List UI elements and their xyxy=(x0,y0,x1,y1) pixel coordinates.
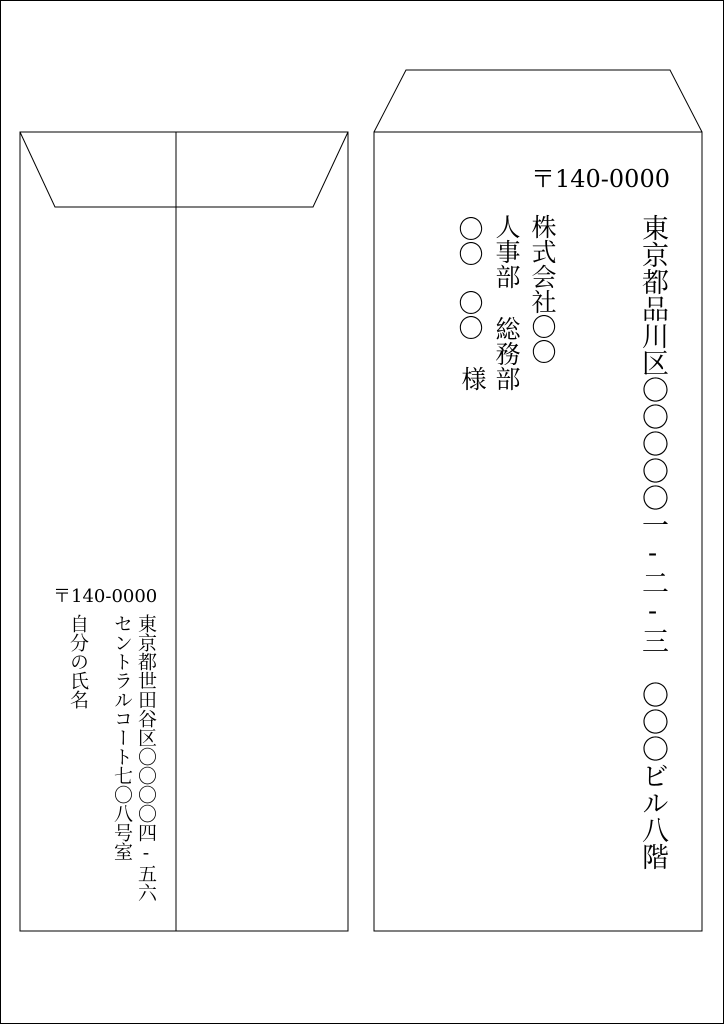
back-sender-name: 自分の氏名 xyxy=(67,614,89,709)
front-recipient-name-line1: 〇〇 xyxy=(455,216,484,266)
front-postal-code: 〒140-0000 xyxy=(531,165,670,193)
front-envelope-flap xyxy=(374,70,702,132)
front-company-name: 株式会社〇〇 xyxy=(528,214,557,364)
front-recipient-name-line2: 〇〇 xyxy=(455,290,484,340)
back-envelope-body xyxy=(20,132,348,931)
back-envelope-flap xyxy=(20,132,348,207)
front-department-ga: 総務部 xyxy=(492,316,521,391)
front-recipient-address: 東京都品川区〇〇〇〇〇一-二-三 〇〇〇ビル八階 xyxy=(637,214,668,870)
back-postal-code: 〒140-0000 xyxy=(53,586,158,607)
front-honorific: 様 xyxy=(458,366,487,391)
front-department-hr: 人事部 xyxy=(492,214,521,289)
back-sender-address-line2: セントラルコート七〇八号室 xyxy=(111,614,133,861)
back-sender-address-line1: 東京都世田谷区〇〇〇〇四-五六 xyxy=(135,614,157,902)
